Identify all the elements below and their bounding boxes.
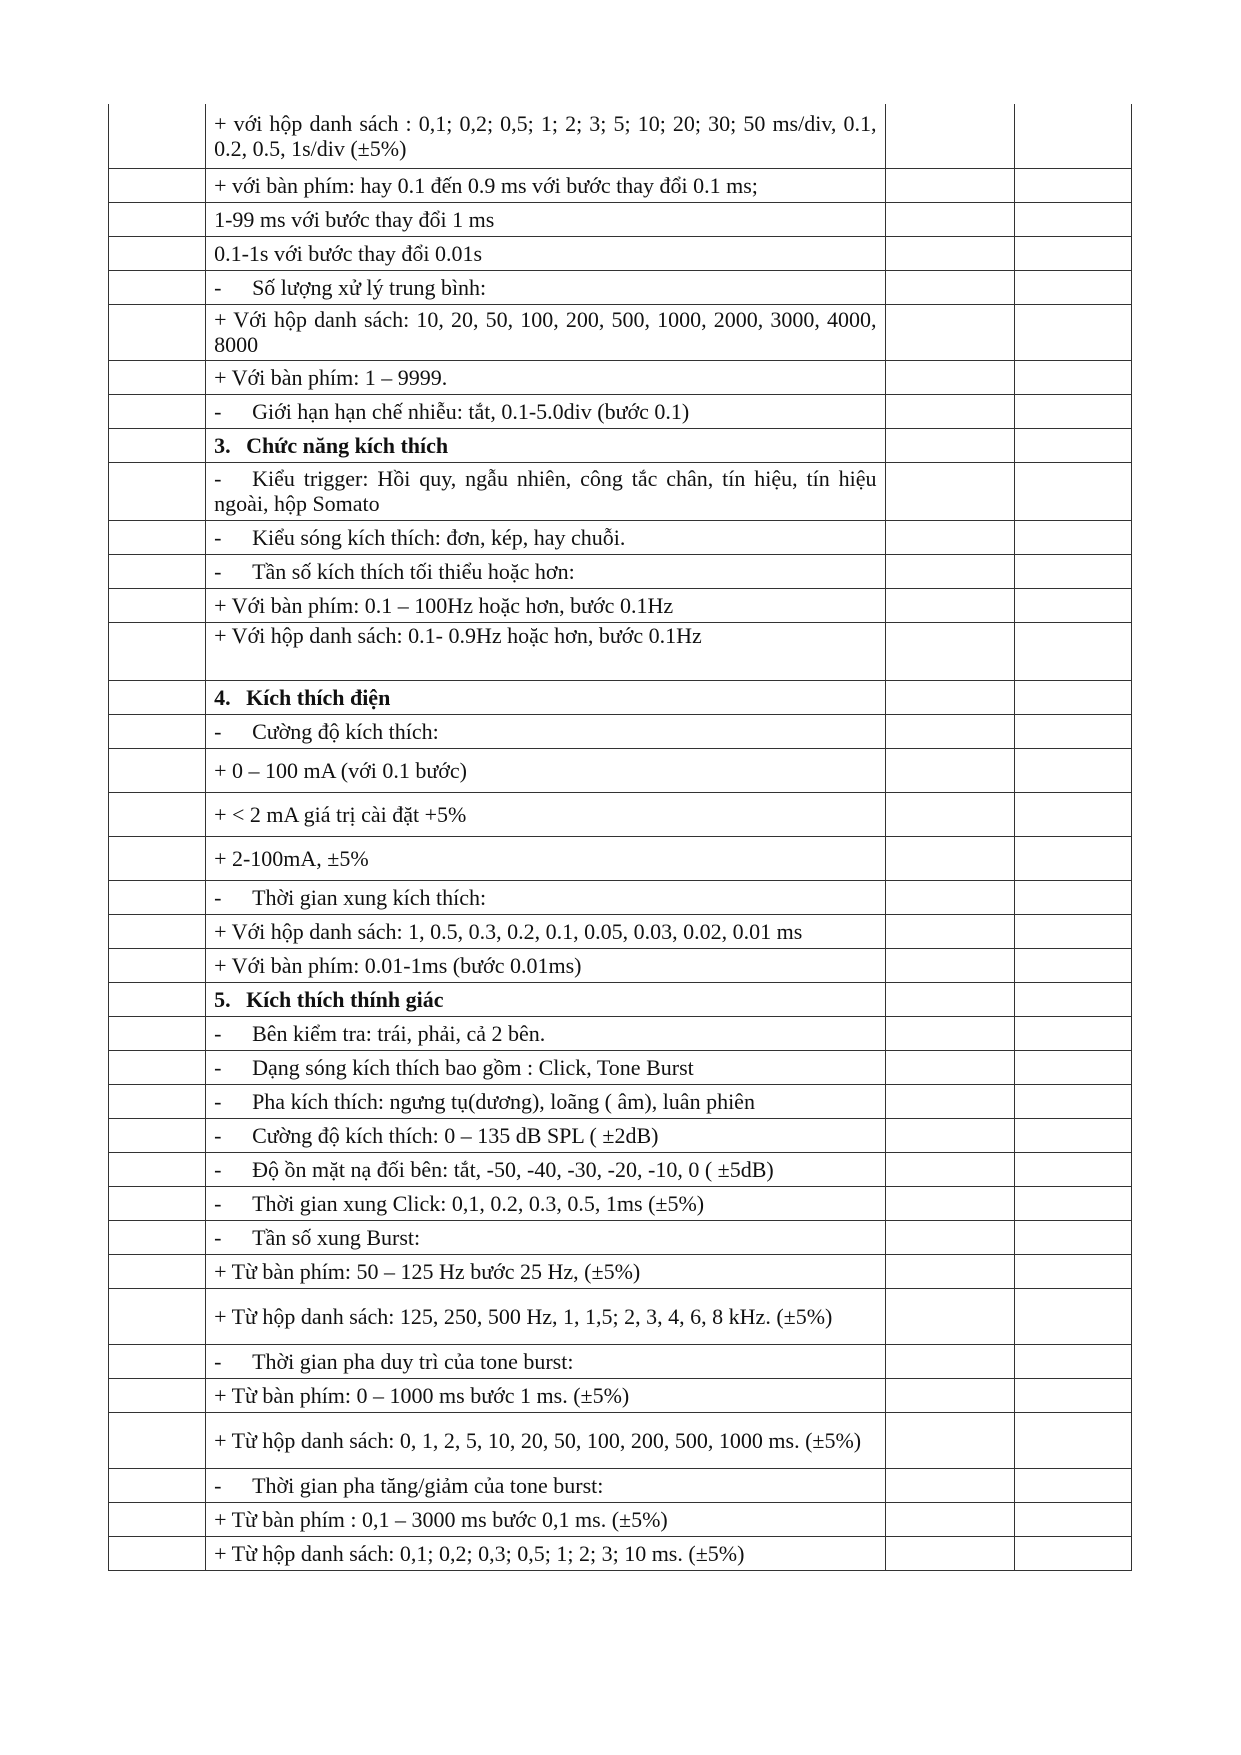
bullet-dash: - <box>214 1088 222 1114</box>
section-heading: Kích thích thính giác <box>246 986 444 1012</box>
empty-cell-index <box>109 360 206 394</box>
empty-cell-note <box>1015 428 1132 462</box>
empty-cell-index <box>109 1502 206 1536</box>
table-row <box>109 554 1132 588</box>
spec-text: Độ ồn mặt nạ đối bên: tắt, -50, -40, -30, -20, -10, 0 ( ±5dB) <box>252 1156 774 1182</box>
spec-text: Cường độ kích thích: <box>252 718 439 744</box>
spec-cell <box>206 1502 885 1536</box>
empty-cell-index <box>109 520 206 554</box>
bullet-dash: - <box>214 1020 222 1046</box>
empty-cell-note <box>1015 1468 1132 1502</box>
empty-cell-index <box>109 554 206 588</box>
spec-text: Thời gian pha tăng/giảm của tone burst: <box>252 1472 604 1498</box>
table-row <box>109 1016 1132 1050</box>
empty-cell-index <box>109 622 206 680</box>
empty-cell-value <box>885 1468 1015 1502</box>
empty-cell-note <box>1015 554 1132 588</box>
spec-text: + Với bàn phím: 0.1 – 100Hz hoặc hơn, bước 0.1Hz <box>214 592 674 618</box>
empty-cell-index <box>109 1378 206 1412</box>
empty-cell-note <box>1015 1536 1132 1570</box>
spec-text: + Từ hộp danh sách: 125, 250, 500 Hz, 1, 1,5; 2, 3, 4, 6, 8 kHz. (±5%) <box>214 1303 833 1329</box>
spec-cell <box>206 462 885 520</box>
spec-cell <box>206 360 885 394</box>
table-row <box>109 714 1132 748</box>
empty-cell-value <box>885 304 1015 360</box>
table-row <box>109 836 1132 880</box>
spec-cell <box>206 202 885 236</box>
empty-cell-note <box>1015 982 1132 1016</box>
spec-cell <box>206 520 885 554</box>
spec-cell <box>206 394 885 428</box>
spec-cell <box>206 1254 885 1288</box>
empty-cell-note <box>1015 714 1132 748</box>
bullet-dash: - <box>214 274 222 300</box>
spec-text: + Với bàn phím: 0.01-1ms (bước 0.01ms) <box>214 952 582 978</box>
empty-cell-value <box>885 1220 1015 1254</box>
empty-cell-index <box>109 168 206 202</box>
table-row <box>109 202 1132 236</box>
empty-cell-value <box>885 680 1015 714</box>
spec-cell <box>206 948 885 982</box>
spec-text: + 2-100mA, ±5% <box>214 845 369 871</box>
empty-cell-index <box>109 880 206 914</box>
spec-text: Tần số kích thích tối thiểu hoặc hơn: <box>252 558 575 584</box>
spec-text: + Từ hộp danh sách: 0,1; 0,2; 0,3; 0,5; 1; 2; 3; 10 ms. (±5%) <box>214 1540 745 1566</box>
empty-cell-value <box>885 914 1015 948</box>
table-row <box>109 1084 1132 1118</box>
empty-cell-value <box>885 622 1015 680</box>
bullet-dash: - <box>214 884 222 910</box>
empty-cell-note <box>1015 1344 1132 1378</box>
empty-cell-note <box>1015 836 1132 880</box>
spec-text: + Từ bàn phím : 0,1 – 3000 ms bước 0,1 ms. (±5%) <box>214 1506 668 1532</box>
empty-cell-index <box>109 588 206 622</box>
table-row <box>109 1118 1132 1152</box>
empty-cell-value <box>885 1536 1015 1570</box>
section-number: 4. <box>214 684 231 710</box>
empty-cell-index <box>109 1186 206 1220</box>
spec-text: + < 2 mA giá trị cài đặt +5% <box>214 801 467 827</box>
table-row <box>109 304 1132 360</box>
table-row <box>109 880 1132 914</box>
spec-table-body <box>109 104 1132 1570</box>
spec-text: + với bàn phím: hay 0.1 đến 0.9 ms với bước thay đổi 0.1 ms; <box>214 172 758 198</box>
table-row <box>109 270 1132 304</box>
table-row <box>109 1186 1132 1220</box>
empty-cell-note <box>1015 270 1132 304</box>
bullet-dash: - <box>214 558 222 584</box>
empty-cell-value <box>885 202 1015 236</box>
spec-cell <box>206 168 885 202</box>
empty-cell-note <box>1015 1254 1132 1288</box>
spec-cell <box>206 1468 885 1502</box>
spec-text: Dạng sóng kích thích bao gồm : Click, Tone Burst <box>252 1054 694 1080</box>
empty-cell-note <box>1015 202 1132 236</box>
table-row <box>109 982 1132 1016</box>
table-row <box>109 1378 1132 1412</box>
table-row <box>109 1050 1132 1084</box>
empty-cell-note <box>1015 1220 1132 1254</box>
table-row <box>109 1254 1132 1288</box>
empty-cell-value <box>885 1254 1015 1288</box>
spec-cell <box>206 1050 885 1084</box>
empty-cell-note <box>1015 304 1132 360</box>
table-row <box>109 1468 1132 1502</box>
empty-cell-index <box>109 914 206 948</box>
spec-text: Thời gian xung kích thích: <box>252 884 487 910</box>
empty-cell-note <box>1015 1186 1132 1220</box>
spec-cell <box>206 270 885 304</box>
spec-table <box>108 104 1132 1571</box>
spec-cell <box>206 880 885 914</box>
bullet-dash: - <box>214 466 222 491</box>
empty-cell-note <box>1015 1050 1132 1084</box>
table-row <box>109 680 1132 714</box>
empty-cell-note <box>1015 1412 1132 1468</box>
empty-cell-note <box>1015 236 1132 270</box>
empty-cell-note <box>1015 360 1132 394</box>
empty-cell-index <box>109 948 206 982</box>
spec-text: + Với hộp danh sách: 0.1- 0.9Hz hoặc hơn, bước 0.1Hz <box>214 622 702 648</box>
bullet-dash: - <box>214 1122 222 1148</box>
empty-cell-value <box>885 748 1015 792</box>
spec-cell <box>206 1118 885 1152</box>
empty-cell-value <box>885 1186 1015 1220</box>
empty-cell-index <box>109 1412 206 1468</box>
empty-cell-value <box>885 588 1015 622</box>
empty-cell-value <box>885 394 1015 428</box>
spec-cell <box>206 1220 885 1254</box>
table-row <box>109 748 1132 792</box>
table-row <box>109 622 1132 680</box>
empty-cell-value <box>885 428 1015 462</box>
spec-cell <box>206 304 885 360</box>
empty-cell-index <box>109 270 206 304</box>
empty-cell-value <box>885 554 1015 588</box>
table-row <box>109 104 1132 168</box>
spec-text: + Với hộp danh sách: 10, 20, 50, 100, 200, 500, 1000, 2000, 3000, 4000, 8000 <box>214 307 877 357</box>
empty-cell-note <box>1015 948 1132 982</box>
section-number: 3. <box>214 432 231 458</box>
spec-text: Tần số xung Burst: <box>252 1224 421 1250</box>
table-row <box>109 1536 1132 1570</box>
spec-text: Giới hạn hạn chế nhiễu: tắt, 0.1-5.0div (bước 0.1) <box>252 398 690 424</box>
empty-cell-value <box>885 1016 1015 1050</box>
bullet-dash: - <box>214 1190 222 1216</box>
empty-cell-value <box>885 270 1015 304</box>
spec-cell <box>206 1344 885 1378</box>
empty-cell-value <box>885 360 1015 394</box>
empty-cell-index <box>109 428 206 462</box>
empty-cell-note <box>1015 914 1132 948</box>
spec-cell <box>206 792 885 836</box>
empty-cell-index <box>109 792 206 836</box>
bullet-dash: - <box>214 718 222 744</box>
table-row <box>109 948 1132 982</box>
spec-text: Số lượng xử lý trung bình: <box>252 274 487 300</box>
table-row <box>109 462 1132 520</box>
spec-text: + với hộp danh sách : 0,1; 0,2; 0,5; 1; 2; 3; 5; 10; 20; 30; 50 ms/div, 0.1, 0.2, 0.5, 1s/div (±5%) <box>214 110 877 161</box>
table-row <box>109 1152 1132 1186</box>
spec-cell <box>206 836 885 880</box>
empty-cell-value <box>885 520 1015 554</box>
empty-cell-note <box>1015 588 1132 622</box>
spec-text: 1-99 ms với bước thay đổi 1 ms <box>214 206 495 232</box>
empty-cell-note <box>1015 1118 1132 1152</box>
spec-cell <box>206 622 885 680</box>
spec-cell <box>206 428 885 462</box>
spec-cell <box>206 914 885 948</box>
empty-cell-index <box>109 104 206 168</box>
empty-cell-index <box>109 1288 206 1344</box>
spec-text: Pha kích thích: ngưng tụ(dương), loãng ( âm), luân phiên <box>252 1088 755 1114</box>
empty-cell-value <box>885 948 1015 982</box>
empty-cell-index <box>109 1050 206 1084</box>
empty-cell-value <box>885 1050 1015 1084</box>
spec-cell <box>206 1186 885 1220</box>
spec-cell <box>206 1288 885 1344</box>
spec-text: + Với hộp danh sách: 1, 0.5, 0.3, 0.2, 0.1, 0.05, 0.03, 0.02, 0.01 ms <box>214 918 803 944</box>
empty-cell-value <box>885 1118 1015 1152</box>
spec-text: + Từ bàn phím: 50 – 125 Hz bước 25 Hz, (±5%) <box>214 1258 641 1284</box>
section-heading: Kích thích điện <box>246 684 391 710</box>
empty-cell-index <box>109 1084 206 1118</box>
table-row <box>109 1502 1132 1536</box>
empty-cell-index <box>109 394 206 428</box>
spec-cell <box>206 554 885 588</box>
empty-cell-value <box>885 982 1015 1016</box>
section-heading: Chức năng kích thích <box>246 432 449 458</box>
spec-cell <box>206 1084 885 1118</box>
empty-cell-index <box>109 836 206 880</box>
spec-cell <box>206 1016 885 1050</box>
empty-cell-index <box>109 1344 206 1378</box>
empty-cell-index <box>109 236 206 270</box>
table-row <box>109 360 1132 394</box>
empty-cell-value <box>885 714 1015 748</box>
empty-cell-value <box>885 1084 1015 1118</box>
empty-cell-note <box>1015 462 1132 520</box>
bullet-dash: - <box>214 1348 222 1374</box>
empty-cell-value <box>885 1344 1015 1378</box>
table-row <box>109 168 1132 202</box>
spec-text: + Với bàn phím: 1 – 9999. <box>214 364 448 390</box>
empty-cell-value <box>885 1288 1015 1344</box>
spec-cell <box>206 236 885 270</box>
empty-cell-note <box>1015 1084 1132 1118</box>
empty-cell-index <box>109 304 206 360</box>
table-row <box>109 236 1132 270</box>
empty-cell-value <box>885 168 1015 202</box>
table-row <box>109 428 1132 462</box>
table-row <box>109 520 1132 554</box>
empty-cell-index <box>109 1536 206 1570</box>
empty-cell-value <box>885 792 1015 836</box>
empty-cell-index <box>109 680 206 714</box>
empty-cell-value <box>885 836 1015 880</box>
empty-cell-note <box>1015 520 1132 554</box>
spec-cell <box>206 104 885 168</box>
empty-cell-note <box>1015 394 1132 428</box>
table-row <box>109 1412 1132 1468</box>
empty-cell-index <box>109 1220 206 1254</box>
empty-cell-note <box>1015 1016 1132 1050</box>
table-row <box>109 1288 1132 1344</box>
bullet-dash: - <box>214 1054 222 1080</box>
spec-cell <box>206 588 885 622</box>
spec-text: Bên kiểm tra: trái, phải, cả 2 bên. <box>252 1020 546 1046</box>
empty-cell-note <box>1015 1152 1132 1186</box>
empty-cell-value <box>885 236 1015 270</box>
spec-text: + Từ hộp danh sách: 0, 1, 2, 5, 10, 20, 50, 100, 200, 500, 1000 ms. (±5%) <box>214 1427 862 1453</box>
spec-cell <box>206 714 885 748</box>
spec-cell <box>206 982 885 1016</box>
empty-cell-note <box>1015 1502 1132 1536</box>
spec-text: 0.1-1s với bước thay đổi 0.01s <box>214 240 483 266</box>
empty-cell-index <box>109 748 206 792</box>
table-row <box>109 914 1132 948</box>
empty-cell-note <box>1015 168 1132 202</box>
empty-cell-value <box>885 1378 1015 1412</box>
empty-cell-index <box>109 714 206 748</box>
empty-cell-note <box>1015 1378 1132 1412</box>
empty-cell-value <box>885 880 1015 914</box>
spec-text: + Từ bàn phím: 0 – 1000 ms bước 1 ms. (±5%) <box>214 1382 630 1408</box>
table-row <box>109 394 1132 428</box>
bullet-dash: - <box>214 524 222 550</box>
section-number: 5. <box>214 986 231 1012</box>
empty-cell-value <box>885 1502 1015 1536</box>
table-row <box>109 1220 1132 1254</box>
empty-cell-note <box>1015 680 1132 714</box>
empty-cell-index <box>109 1254 206 1288</box>
spec-text: Cường độ kích thích: 0 – 135 dB SPL ( ±2dB) <box>252 1122 659 1148</box>
empty-cell-note <box>1015 622 1132 680</box>
empty-cell-note <box>1015 748 1132 792</box>
spec-text: + 0 – 100 mA (với 0.1 bước) <box>214 757 467 783</box>
empty-cell-value <box>885 462 1015 520</box>
spec-cell <box>206 748 885 792</box>
spec-text: Kiểu trigger: Hồi quy, ngẫu nhiên, công tắc chân, tín hiệu, tín hiệu ngoài, hộp Somato <box>214 466 877 516</box>
bullet-dash: - <box>214 1472 222 1498</box>
empty-cell-index <box>109 462 206 520</box>
bullet-dash: - <box>214 1156 222 1182</box>
spec-cell <box>206 680 885 714</box>
bullet-dash: - <box>214 398 222 424</box>
bullet-dash: - <box>214 1224 222 1250</box>
empty-cell-value <box>885 1152 1015 1186</box>
spec-cell <box>206 1412 885 1468</box>
empty-cell-note <box>1015 792 1132 836</box>
empty-cell-value <box>885 104 1015 168</box>
empty-cell-index <box>109 202 206 236</box>
spec-cell <box>206 1536 885 1570</box>
spec-cell <box>206 1152 885 1186</box>
table-row <box>109 1344 1132 1378</box>
table-row <box>109 588 1132 622</box>
empty-cell-index <box>109 1118 206 1152</box>
empty-cell-note <box>1015 1288 1132 1344</box>
empty-cell-index <box>109 1016 206 1050</box>
spec-text: Thời gian xung Click: 0,1, 0.2, 0.3, 0.5, 1ms (±5%) <box>252 1190 705 1216</box>
spec-text: Thời gian pha duy trì của tone burst: <box>252 1348 574 1374</box>
empty-cell-note <box>1015 880 1132 914</box>
spec-text: Kiểu sóng kích thích: đơn, kép, hay chuỗi. <box>252 524 626 550</box>
empty-cell-note <box>1015 104 1132 168</box>
empty-cell-value <box>885 1412 1015 1468</box>
empty-cell-index <box>109 1152 206 1186</box>
empty-cell-index <box>109 1468 206 1502</box>
empty-cell-index <box>109 982 206 1016</box>
table-row <box>109 792 1132 836</box>
spec-cell <box>206 1378 885 1412</box>
